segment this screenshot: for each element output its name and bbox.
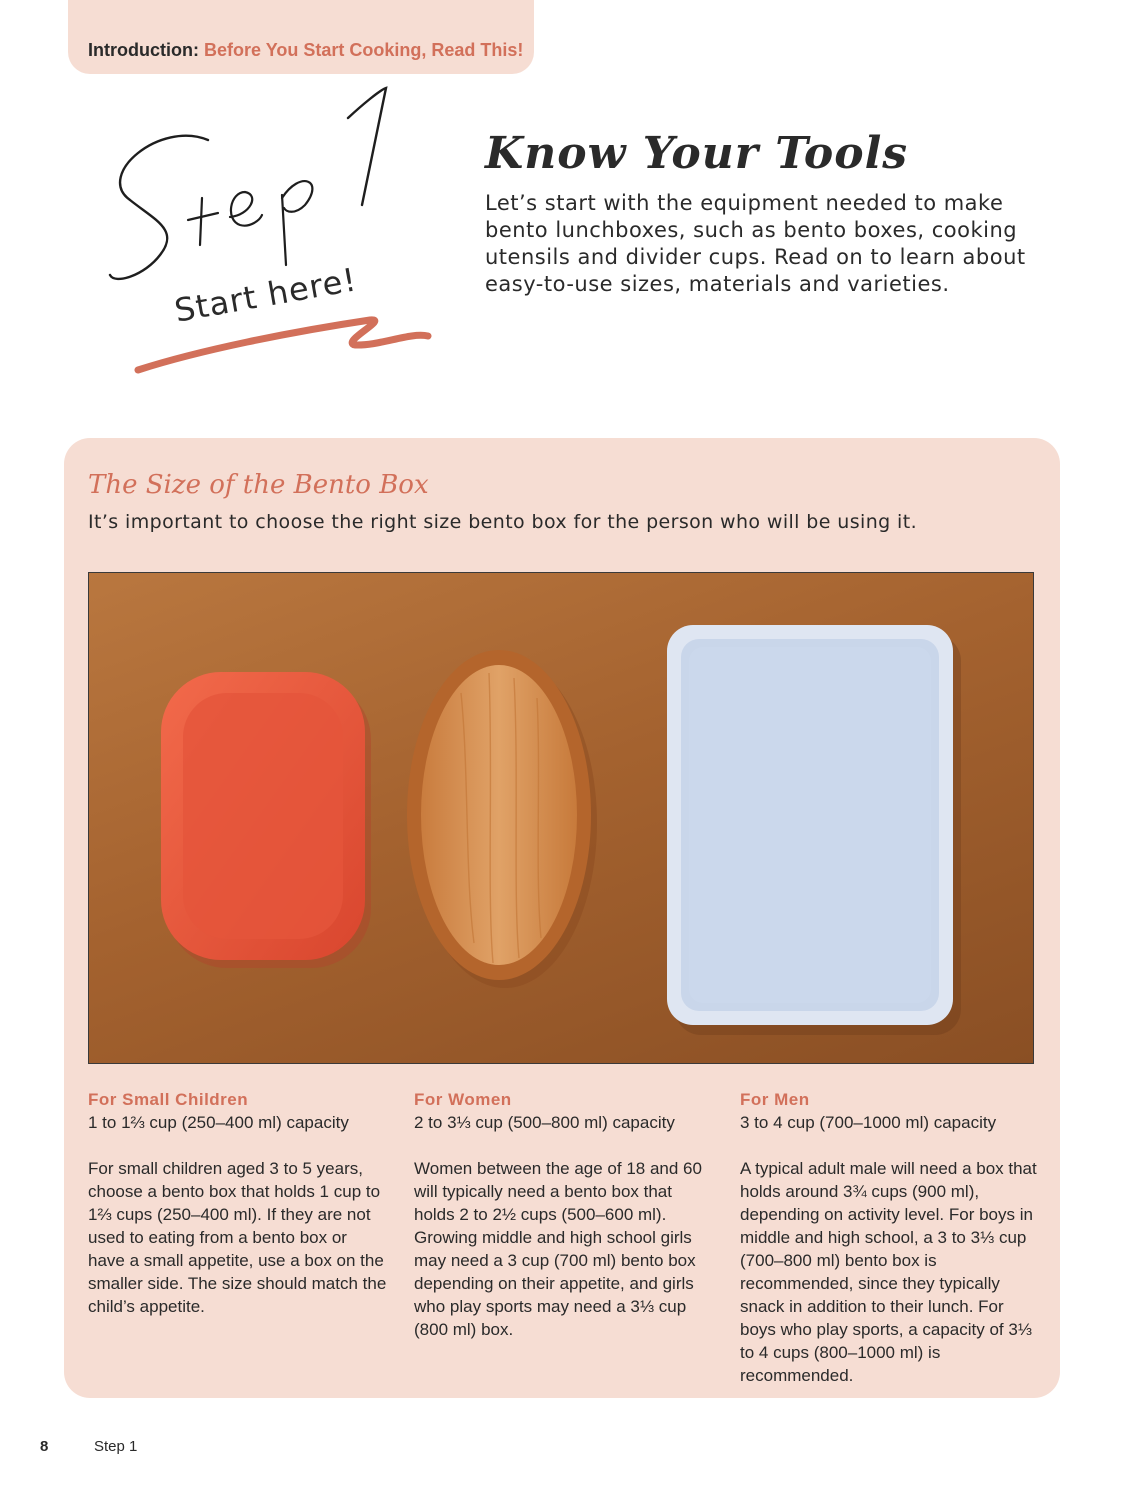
intro-paragraph: Let’s start with the equipment needed to make bento lunchboxes, such as bento boxes, cooking utensils and divider cups. Read on to learn about easy-to-use sizes, materials and varieties. [485,191,1026,296]
step-1-handwritten-logo [90,80,450,390]
start-here-label: Start here! [171,260,360,330]
column-capacity: 1 to 1⅔ cup (250–400 ml) capacity [88,1113,349,1132]
page-title: Know Your Tools [485,128,909,179]
chapter-label: Introduction: [88,40,199,60]
chapter-header [88,40,523,61]
chapter-tab [68,0,534,74]
section-subheading: It’s important to choose the right size bento box for the person who will be using it. [88,511,918,533]
bento-boxes-photo [88,572,1034,1064]
column-small-children [88,1089,388,1318]
column-body: Women between the age of 18 and 60 will typically need a bento box that holds 2 to 2½ cups (500–600 ml). Growing middle and high school girls may need a 3 cup (700 ml) bento box depending on their appetite, and girls who play sports may need a 3⅓ cup (800 ml) box. [414,1159,702,1339]
column-title: For Women [414,1090,512,1109]
footer-section-name: Step 1 [94,1438,138,1455]
section-heading: The Size of the Bento Box [88,470,429,500]
column-title: For Small Children [88,1090,249,1109]
column-body: For small children aged 3 to 5 years, choose a bento box that holds 1 cup to 1⅔ cups (250–400 ml). If they are not used to eating from a bento box or have a small appetite, use a box on the smaller side. The size should match the child’s appetite. [88,1159,387,1316]
column-men [740,1089,1040,1387]
column-women [414,1089,714,1341]
column-title: For Men [740,1090,810,1109]
column-body: A typical adult male will need a box that holds around 3¾ cups (900 ml), depending on activity level. For boys in middle and high school, a 3 to 3⅓ cup (700–800 ml) bento box is recommended, since they typically snack in addition to their lunch. For boys who play sports, a capacity of 3⅓ to 4 cups (800–1000 ml) is recommended. [740,1159,1037,1385]
page-number: 8 [40,1438,49,1455]
column-capacity: 3 to 4 cup (700–1000 ml) capacity [740,1113,997,1132]
chapter-title: Before You Start Cooking, Read This! [204,40,524,60]
column-capacity: 2 to 3⅓ cup (500–800 ml) capacity [414,1113,675,1132]
